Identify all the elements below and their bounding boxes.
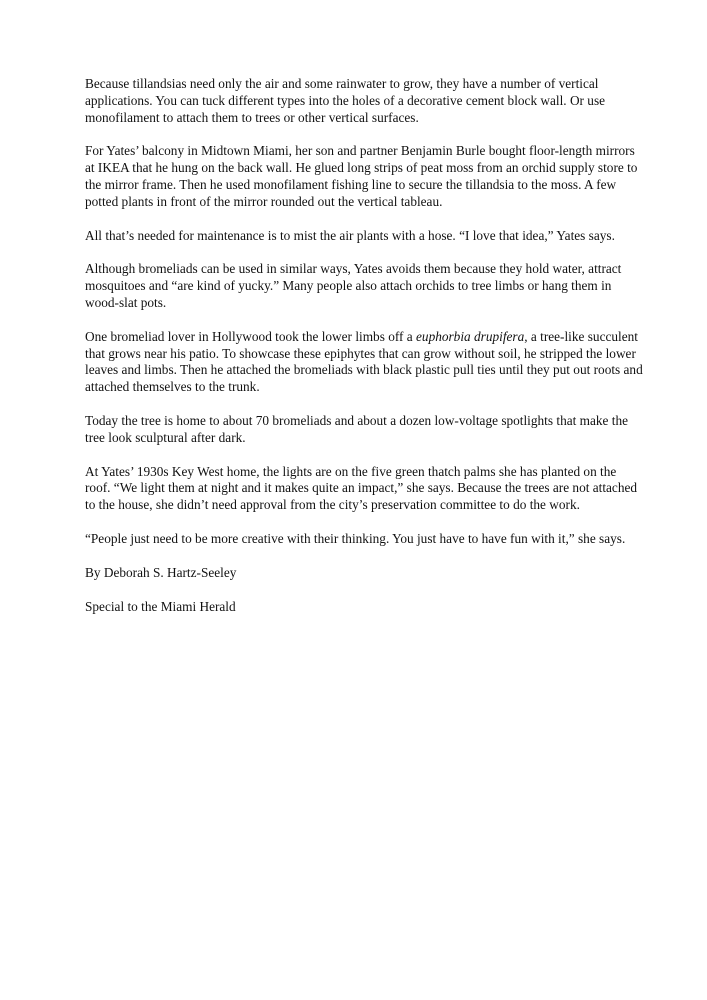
paragraph-maintenance: All that’s needed for maintenance is to mist the air plants with a hose. “I love that idea,” Yates says. — [85, 227, 615, 243]
publication-credit: Special to the Miami Herald — [85, 598, 236, 614]
paragraph-hollywood — [85, 329, 645, 396]
paragraph-tree-today: Today the tree is home to about 70 bromeliads and about a dozen low-voltage spotlights that make the tree look sculptural after dark. — [85, 412, 628, 445]
paragraph-hollywood-end: , a tree-like succulent that grows near his patio. To showcase these epiphytes that can grow without soil, he stripped the lower leaves and limbs. Then he attached the bromeliads with black plastic pull ties until they put out roots and attached themselves to the trunk. — [85, 328, 643, 395]
byline: By Deborah S. Hartz-Seeley — [85, 564, 237, 580]
paragraph-tillandsias: Because tillandsias need only the air and some rainwater to grow, they have a number of vertical applications. You can tuck different types into the holes of a decorative cement block wall. Or use monofilament to attach them to trees or other vertical surfaces. — [85, 76, 606, 125]
article-body — [85, 76, 645, 632]
paragraph-balcony: For Yates’ balcony in Midtown Miami, her son and partner Benjamin Burle bought floor-length mirrors at IKEA that he hung on the back wall. He glued long strips of peat moss from an orchid supply store to the mirror frame. Then he used monofilament fishing line to secure the tillandsia to the moss. A few potted plants in front of the mirror rounded out the vertical tableau. — [85, 143, 638, 209]
paragraph-bromeliads: Although bromeliads can be used in similar ways, Yates avoids them because they hold water, attract mosquitoes and “are kind of yucky.” Many people also attach orchids to tree limbs or hang them in wood-slat pots. — [85, 261, 622, 310]
plant-species-name: euphorbia drupifera — [416, 328, 525, 344]
paragraph-quote: “People just need to be more creative with their thinking. You just have to have fun with it,” she says. — [85, 530, 626, 546]
paragraph-hollywood-start: One bromeliad lover in Hollywood took the lower limbs off a — [85, 328, 417, 344]
paragraph-key-west: At Yates’ 1930s Key West home, the lights are on the five green thatch palms she has planted on the roof. “We light them at night and it makes quite an impact,” she says. Because the trees are not attached to the house, she didn’t need approval from the city’s preservation committee to do the work. — [85, 463, 638, 513]
